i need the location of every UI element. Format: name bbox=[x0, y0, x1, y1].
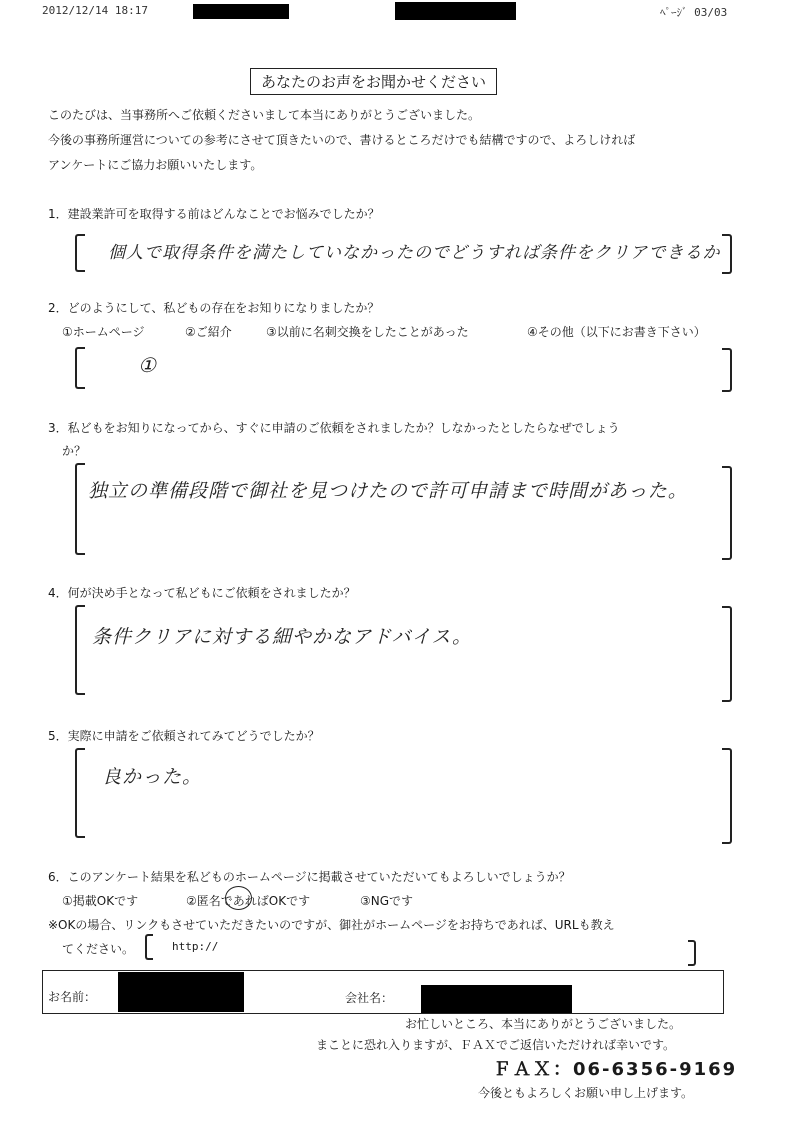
company-label: 会社名： bbox=[345, 991, 394, 1005]
question-2: 2．どのようにして、私どもの存在をお知りになりましたか？ bbox=[48, 301, 380, 315]
answer-1[interactable]: 個人で取得条件を満たしていなかったのでどうすれば条件をクリアできるか bbox=[108, 243, 721, 263]
closing-regards: 今後ともよろしくお願い申し上げます。 bbox=[478, 1086, 694, 1100]
redaction-bar bbox=[395, 2, 516, 20]
answer-bracket-right bbox=[722, 466, 732, 560]
fax-datetime: 2012/12/14 18:17 bbox=[42, 4, 148, 17]
url-input[interactable]: http:// bbox=[172, 940, 219, 953]
page-title: あなたのお声をお聞かせください bbox=[250, 68, 497, 95]
q2-option-3: ③以前に名刺交換をしたことがあった bbox=[266, 325, 469, 339]
redacted-company bbox=[421, 985, 572, 1013]
url-bracket-right bbox=[688, 940, 696, 966]
selection-circle-mark bbox=[225, 886, 252, 910]
q6-note: ※OKの場合、リンクもさせていただきたいのですが、御社がホームページをお持ちであれば、URLも教え bbox=[48, 918, 615, 932]
redacted-name bbox=[118, 972, 244, 1012]
q6-note-cont: てください。 bbox=[62, 942, 135, 956]
url-bracket-left bbox=[145, 934, 153, 960]
question-6: 6．このアンケート結果を私どものホームページに掲載させていただいてもよろしいでしょうか？ bbox=[48, 870, 571, 884]
answer-2[interactable]: ① bbox=[138, 353, 157, 377]
fax-page-number: ﾍﾟｰｼﾞ 03/03 bbox=[660, 6, 728, 19]
answer-bracket-left bbox=[75, 463, 85, 555]
question-3-cont: か？ bbox=[62, 444, 87, 458]
answer-bracket-left bbox=[75, 234, 85, 272]
question-5: 5．実際に申請をご依頼されてみてどうでしたか？ bbox=[48, 729, 320, 743]
intro-line: このたびは、当事務所へご依頼くださいまして本当にありがとうございました。 bbox=[48, 108, 481, 122]
q6-option-2: ②匿名であればOKです bbox=[186, 894, 311, 908]
question-4: 4．何が決め手となって私どもにご依頼をされましたか？ bbox=[48, 586, 356, 600]
question-1: 1．建設業許可を取得する前はどんなことでお悩みでしたか？ bbox=[48, 207, 380, 221]
question-3: 3．私どもをお知りになってから、すぐに申請のご依頼をされましたか？しなかったとしたらなぜでしょう bbox=[48, 421, 620, 435]
q2-option-2: ②ご紹介 bbox=[185, 325, 232, 339]
closing-request: まことに恐れ入りますが、ＦＡＸでご返信いただければ幸いです。 bbox=[316, 1038, 676, 1052]
answer-3[interactable]: 独立の準備段階で御社を見つけたので許可申請まで時間があった。 bbox=[88, 480, 688, 502]
closing-thanks: お忙しいところ、本当にありがとうございました。 bbox=[405, 1017, 682, 1031]
q6-option-3: ③NGです bbox=[360, 894, 414, 908]
answer-bracket-left bbox=[75, 605, 85, 695]
answer-bracket-left bbox=[75, 748, 85, 838]
fax-number: ＦＡＸ：06-6356-9169 bbox=[493, 1059, 738, 1080]
intro-line: 今後の事務所運営についての参考にさせて頂きたいので、書けるところだけでも結構ですので、よろしければ bbox=[48, 133, 636, 147]
intro-line: アンケートにご協力お願いいたします。 bbox=[48, 158, 263, 172]
redaction-bar bbox=[193, 4, 289, 19]
name-label: お名前： bbox=[48, 990, 97, 1004]
answer-4[interactable]: 条件クリアに対する細やかなアドバイス。 bbox=[92, 626, 473, 648]
q2-option-4: ④その他（以下にお書き下さい） bbox=[527, 325, 706, 339]
q6-option-1: ①掲載OKです bbox=[62, 894, 139, 908]
answer-5[interactable]: 良かった。 bbox=[102, 766, 203, 788]
answer-bracket-right bbox=[722, 234, 732, 274]
answer-bracket-right bbox=[722, 606, 732, 702]
answer-bracket-right bbox=[722, 348, 732, 392]
q2-option-1: ①ホームページ bbox=[62, 325, 145, 339]
answer-bracket-left bbox=[75, 347, 85, 389]
answer-bracket-right bbox=[722, 748, 732, 844]
